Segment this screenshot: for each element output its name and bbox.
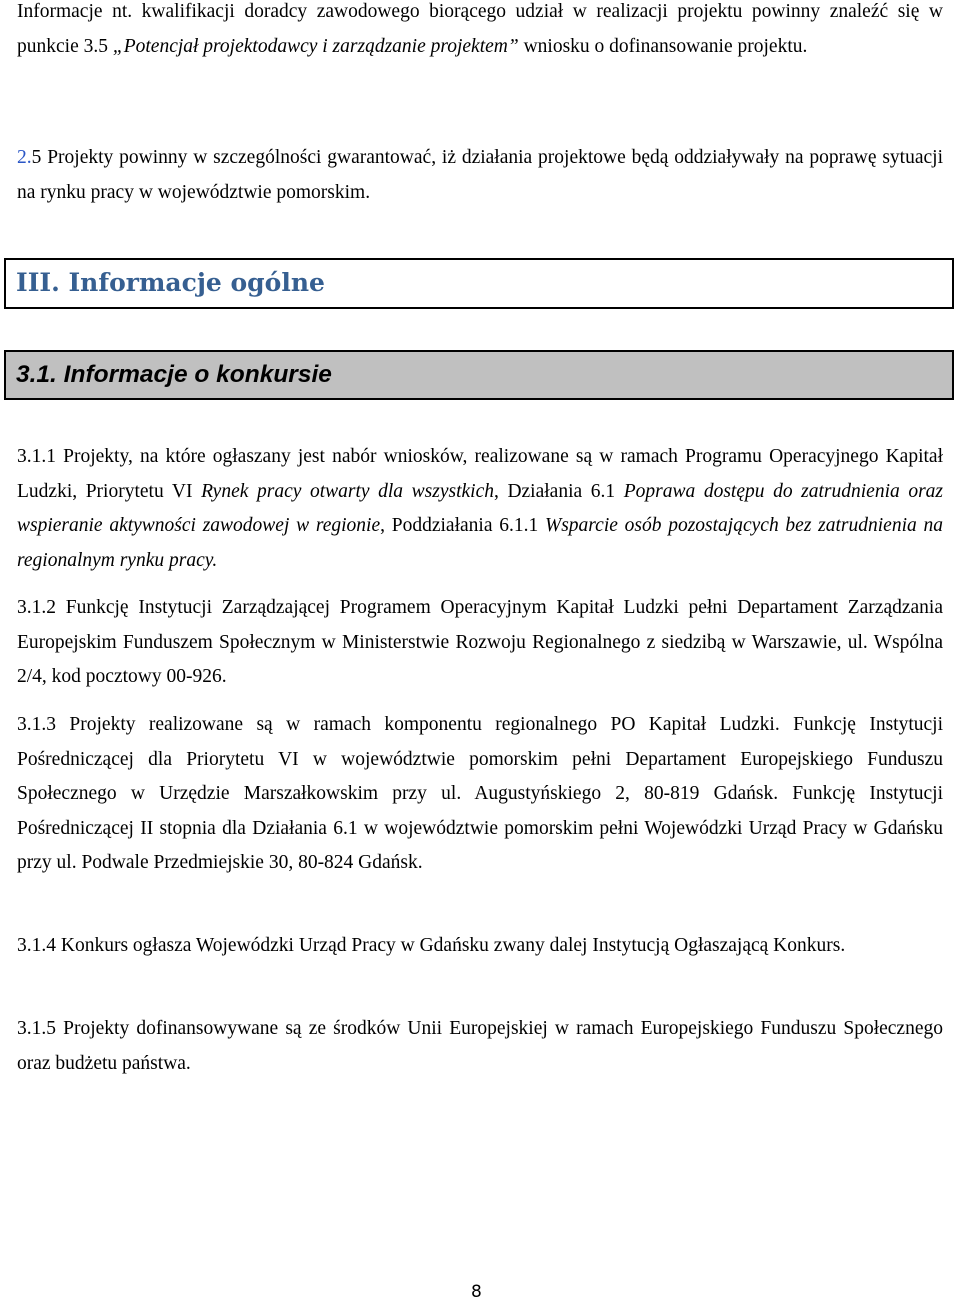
measure-name: Poprawa dostępu do zatrudnienia oraz wspieranie aktywności zawodowej w regionie	[17, 480, 944, 536]
intro-text-start: Informacje nt. kwalifikacji doradcy zawodowego biorącego udział w realizacji projektu powinny znaleźć się w punkcie 3.5	[17, 1, 943, 57]
paragraph-3-1-5: 3.1.5 Projekty dofinansowywane są ze środków Unii Europejskiej w ramach Europejskiego Funduszu Społecznego oraz budżetu państwa.	[17, 1018, 943, 1074]
section-heading-box	[4, 258, 954, 309]
subsection-title: 3.1. Informacje o konkursie	[16, 361, 332, 388]
paragraph-3-1-1-text-a: 3.1.1 Projekty, na które ogłaszany jest nabór wniosków, realizowane są w ramach Programu Operacyjnego Kapitał Ludzki, Priorytetu VI	[17, 446, 943, 502]
intro-text-end: wniosku o dofinansowanie projektu.	[518, 35, 808, 57]
paragraph-3-1-1-text-b: , Działania 6.1	[493, 480, 624, 502]
paragraph-2-5-number: 2.	[17, 147, 32, 168]
paragraph-2-5	[17, 141, 943, 210]
page-number: 8	[471, 1282, 482, 1302]
submeasure-name: Wsparcie osób pozostających bez zatrudnienia na regionalnym rynku pracy.	[17, 515, 944, 571]
paragraph-3-1-2: 3.1.2 Funkcję Instytucji Zarządzającej Programem Operacyjnym Kapitał Ludzki pełni Departament Zarządzania Europejskim Funduszem Społecznym w Ministerstwie Rozwoju Regionalnego z siedzibą w Warszawie, ul. Wspólna 2/4, kod pocztowy 00-926.	[17, 597, 943, 687]
paragraph-3-1-3: 3.1.3 Projekty realizowane są w ramach komponentu regionalnego PO Kapitał Ludzki. Funkcję Instytucji Pośredniczącej dla Priorytetu VI w województwie pomorskim pełni Departament Europejskiego Funduszu Społecznego w Urzędzie Marszałkowskim przy ul. Augustyńskiego 2, 80-819 Gdańsk. Funkcję Instytucji Pośredniczącej II stopnia dla Działania 6.1 w województwie pomorskim pełni Wojewódzki Urząd Pracy w Gdańsku przy ul. Podwale Przedmiejskie 30, 80-824 Gdańsk.	[17, 714, 943, 873]
intro-paragraph	[17, 0, 943, 64]
paragraph-3-1-4: 3.1.4 Konkurs ogłasza Wojewódzki Urząd Pracy w Gdańsku zwany dalej Instytucją Ogłaszającą Konkurs.	[17, 935, 846, 956]
paragraph-3-1-1-text-c: , Poddziałania 6.1.1	[380, 515, 545, 536]
priority-name: Rynek pracy otwarty dla wszystkich	[201, 480, 494, 502]
subsection-heading-box	[4, 350, 954, 400]
paragraph-2-5-text: 5 Projekty powinny w szczególności gwarantować, iż działania projektowe będą oddziaływały na poprawę sytuacji na rynku pracy w województwie pomorskim.	[17, 147, 943, 203]
section-title: III. Informacje ogólne	[16, 268, 325, 297]
paragraph-3-1-1	[17, 440, 943, 578]
intro-italic-quote: „Potencjał projektodawcy i zarządzanie projektem”	[112, 35, 519, 57]
